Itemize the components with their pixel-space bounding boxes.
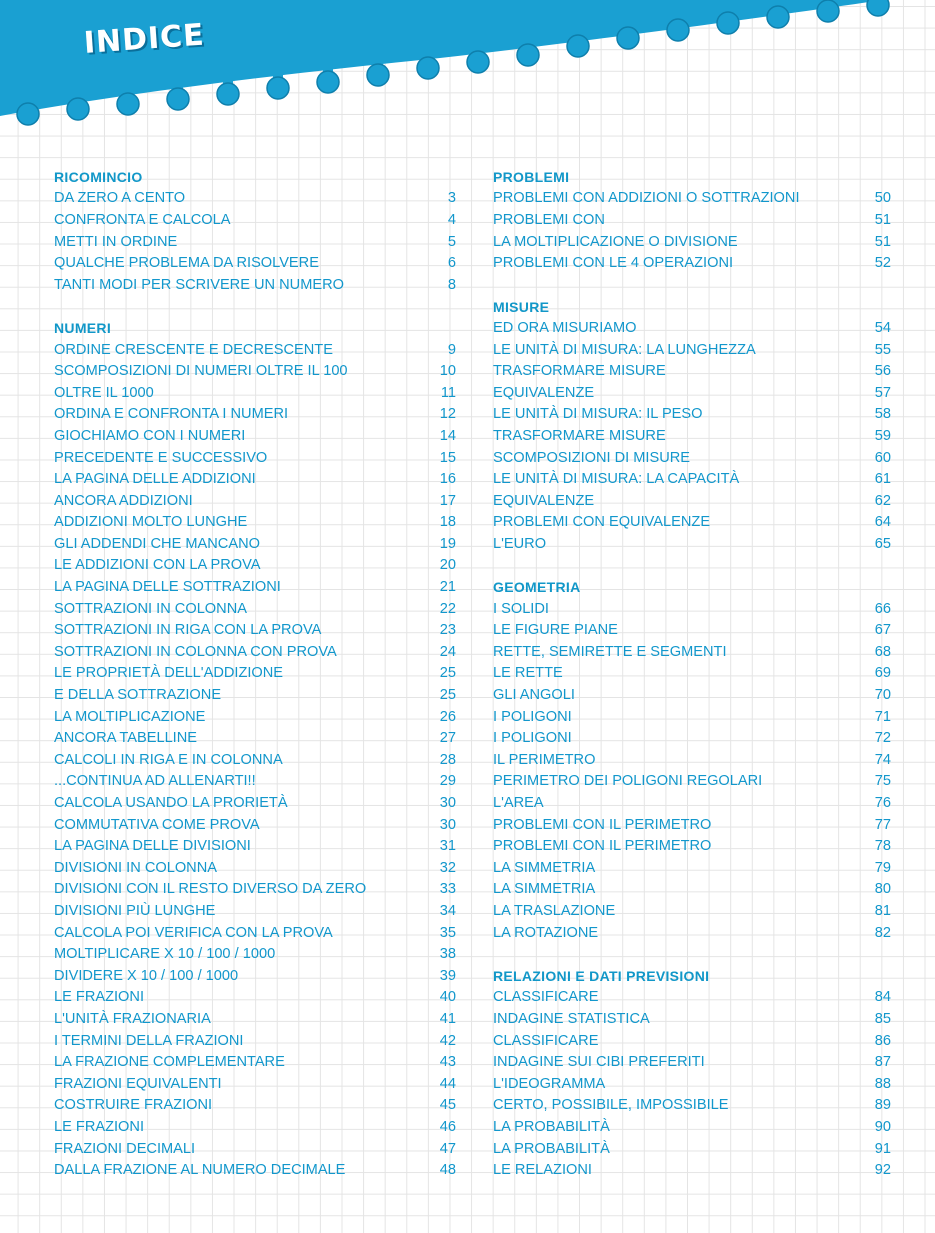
toc-entry-page: 25 [439, 687, 456, 704]
toc-entry-title: LA PAGINA DELLE SOTTRAZIONI [54, 579, 281, 596]
toc-entry-page: 15 [439, 449, 456, 466]
section-title: PROBLEMI [493, 169, 570, 185]
toc-entry-title: LE FRAZIONI [54, 989, 145, 1006]
toc-entry-page: 77 [874, 816, 891, 833]
toc-entry-title: SCOMPOSIZIONI DI NUMERI OLTRE IL 100 [54, 363, 348, 380]
toc-entry-page: 92 [874, 1162, 891, 1179]
toc-entry-page: 16 [439, 471, 456, 488]
toc-entry-title: ...CONTINUA AD ALLENARTI!! [54, 773, 256, 790]
toc-entry-page: 27 [439, 730, 456, 747]
toc-entry[interactable] [493, 749, 891, 771]
toc-entry-title: L'UNITÀ FRAZIONARIA [54, 1010, 211, 1027]
toc-entry-page: 25 [439, 665, 456, 682]
toc-entry-title: E DELLA SOTTRAZIONE [54, 687, 222, 704]
toc-entry-page: 87 [874, 1054, 891, 1071]
toc-entry-title: ADDIZIONI MOLTO LUNGHE [54, 514, 248, 531]
toc-entry-page: 35 [439, 924, 456, 941]
toc-entry-page: 19 [439, 535, 456, 552]
toc-entry-title: CALCOLA POI VERIFICA CON LA PROVA [54, 924, 333, 941]
toc-entry-page: 38 [439, 946, 456, 963]
toc-entry[interactable] [493, 188, 891, 210]
toc-entry[interactable] [54, 425, 456, 447]
toc-entry-page: 47 [439, 1140, 456, 1157]
toc-entry-title: CLASSIFICARE [493, 1032, 599, 1049]
spiral-ring [717, 12, 739, 34]
toc-entry-title: LA PAGINA DELLE DIVISIONI [54, 838, 251, 855]
toc-entry-page: 45 [439, 1097, 456, 1114]
toc-entry[interactable] [493, 468, 891, 490]
toc-entry-page: 84 [874, 989, 891, 1006]
toc-entry-title: ANCORA ADDIZIONI [54, 492, 193, 509]
toc-entry-title: LA SIMMETRIA [493, 881, 596, 898]
toc-entry-page: 6 [447, 255, 456, 272]
toc-entry[interactable] [54, 814, 456, 836]
spiral-ring [517, 44, 539, 66]
toc-entry[interactable] [54, 1008, 456, 1030]
toc-entry-title: I POLIGONI [493, 730, 572, 747]
toc-entry[interactable] [493, 771, 891, 793]
toc-entry[interactable] [54, 1138, 456, 1160]
toc-entry-page: 88 [874, 1075, 891, 1092]
toc-entry-title: PROBLEMI CON EQUIVALENZE [493, 514, 711, 531]
toc-entry-title: CONFRONTA E CALCOLA [54, 211, 231, 228]
toc-entry-title: PRECEDENTE E SUCCESSIVO [54, 449, 268, 466]
toc-section [54, 317, 456, 1181]
toc-entry-page: 68 [874, 643, 891, 660]
toc-entry-title: LA PAGINA DELLE ADDIZIONI [54, 471, 256, 488]
toc-entry-page: 72 [874, 730, 891, 747]
toc-entry-title: LE UNITÀ DI MISURA: LA CAPACITÀ [493, 471, 740, 488]
toc-entry[interactable] [493, 835, 891, 857]
toc-entry-title: LE FRAZIONI [54, 1118, 145, 1135]
toc-entry-page: 10 [439, 363, 456, 380]
toc-entry-page: 64 [874, 514, 891, 531]
spiral-ring [267, 77, 289, 99]
toc-entry[interactable] [493, 1159, 891, 1181]
toc-entry-title: IL PERIMETRO [493, 751, 596, 768]
toc-entry[interactable] [493, 684, 891, 706]
toc-entry-title: MOLTIPLICARE X 10 / 100 / 1000 [54, 946, 276, 963]
section-title: RICOMINCIO [54, 169, 143, 185]
toc-entry[interactable] [54, 512, 456, 534]
toc-entry[interactable] [54, 663, 456, 685]
toc-entry-title: OLTRE IL 1000 [54, 384, 154, 401]
toc-entry-title: DIVISIONI PIÙ LUNGHE [54, 902, 216, 919]
toc-entry[interactable] [493, 727, 891, 749]
toc-entry[interactable] [493, 598, 891, 620]
toc-entry-page: 90 [874, 1118, 891, 1135]
spiral-ring [767, 6, 789, 28]
toc-entry-page: 75 [874, 773, 891, 790]
toc-entry-title: FRAZIONI DECIMALI [54, 1140, 196, 1157]
toc-entry-page: 69 [874, 665, 891, 682]
toc-entry-page: 76 [874, 795, 891, 812]
section-title: MISURE [493, 298, 550, 315]
toc-entry[interactable] [493, 619, 891, 641]
toc-entry-title: LA MOLTIPLICAZIONE [54, 708, 206, 725]
toc-entry[interactable] [54, 339, 456, 361]
toc-entry-title: CLASSIFICARE [493, 989, 599, 1006]
toc-entry[interactable] [54, 555, 456, 577]
toc-entry-title: LE UNITÀ DI MISURA: IL PESO [493, 406, 703, 423]
toc-entry[interactable] [54, 1095, 456, 1117]
toc-entry-page: 54 [874, 319, 891, 336]
toc-entry-page: 12 [439, 406, 456, 423]
toc-entry-page: 62 [874, 492, 891, 509]
toc-entry-title: LA FRAZIONE COMPLEMENTARE [54, 1054, 285, 1071]
toc-entry[interactable] [54, 943, 456, 965]
spiral-ring [617, 27, 639, 49]
toc-entry-title: DIVIDERE X 10 / 100 / 1000 [54, 967, 239, 984]
toc-entry[interactable] [54, 1051, 456, 1073]
toc-entry-title: EQUIVALENZE [493, 384, 595, 401]
toc-entry-page: 33 [439, 881, 456, 898]
toc-entry-page: 30 [439, 816, 456, 833]
toc-entry[interactable] [54, 1030, 456, 1052]
toc-entry-title: PERIMETRO DEI POLIGONI REGOLARI [493, 773, 763, 790]
toc-entry-title: LE FIGURE PIANE [493, 622, 618, 639]
toc-entry[interactable] [54, 188, 456, 210]
toc-entry-title: SOTTRAZIONI IN RIGA CON LA PROVA [54, 622, 322, 639]
toc-entry-title: ORDINE CRESCENTE E DECRESCENTE [54, 341, 333, 358]
toc-entry-title: DIVISIONI IN COLONNA [54, 859, 217, 876]
toc-entry[interactable] [54, 490, 456, 512]
toc-entry[interactable] [493, 447, 891, 469]
toc-entry-page: 5 [447, 233, 456, 250]
toc-entry[interactable] [54, 965, 456, 987]
toc-entry-title: GIOCHIAMO CON I NUMERI [54, 427, 246, 444]
spiral-ring [117, 93, 139, 115]
toc-right-column [493, 166, 891, 1203]
toc-entry-page: 31 [439, 838, 456, 855]
toc-entry[interactable] [493, 404, 891, 426]
toc-entry-page: 65 [874, 535, 891, 552]
toc-entry[interactable] [493, 1030, 891, 1052]
toc-entry-page: 91 [874, 1140, 891, 1157]
toc-entry-title: CERTO, POSSIBILE, IMPOSSIBILE [493, 1097, 729, 1114]
toc-section [493, 965, 891, 1181]
toc-entry[interactable] [54, 382, 456, 404]
toc-entry-page: 52 [874, 255, 891, 272]
toc-entry[interactable] [493, 533, 891, 555]
toc-entry[interactable] [493, 1138, 891, 1160]
section-title: RELAZIONI E DATI PREVISIONI [493, 967, 710, 984]
toc-entry-page: 32 [439, 859, 456, 876]
toc-entry[interactable] [54, 1159, 456, 1181]
toc-entry-page: 78 [874, 838, 891, 855]
toc-entry-page: 79 [874, 859, 891, 876]
toc-entry-page: 48 [439, 1162, 456, 1179]
toc-entry-title: FRAZIONI EQUIVALENTI [54, 1075, 222, 1092]
toc-entry[interactable] [493, 792, 891, 814]
toc-entry[interactable] [493, 490, 891, 512]
toc-entry[interactable] [493, 857, 891, 879]
section-title: GEOMETRIA [493, 579, 581, 596]
toc-entry-page: 44 [439, 1075, 456, 1092]
toc-entry[interactable] [54, 231, 456, 253]
toc-entry-title: GLI ANGOLI [493, 687, 575, 704]
toc-entry-page: 81 [874, 902, 891, 919]
toc-entry[interactable] [54, 533, 456, 555]
toc-entry-page: 30 [439, 795, 456, 812]
toc-entry-page: 57 [874, 384, 891, 401]
toc-entry-page: 29 [439, 773, 456, 790]
toc-entry[interactable] [54, 576, 456, 598]
toc-entry-page: 42 [439, 1032, 456, 1049]
toc-entry-title: LE RETTE [493, 665, 563, 682]
toc-entry-page: 55 [874, 341, 891, 358]
toc-entry[interactable] [54, 274, 456, 296]
toc-entry-title: PROBLEMI CON LE 4 OPERAZIONI [493, 255, 734, 272]
toc-entry-page: 9 [447, 341, 456, 358]
toc-entry-title: DALLA FRAZIONE AL NUMERO DECIMALE [54, 1162, 346, 1179]
toc-entry-page: 66 [874, 600, 891, 617]
toc-entry-page: 4 [447, 211, 456, 228]
toc-entry-title: LE ADDIZIONI CON LA PROVA [54, 557, 261, 574]
toc-entry-page: 26 [439, 708, 456, 725]
toc-entry[interactable] [54, 749, 456, 771]
spiral-ring [867, 0, 889, 16]
toc-entry-page: 28 [439, 751, 456, 768]
toc-entry-title: COSTRUIRE FRAZIONI [54, 1097, 213, 1114]
toc-entry[interactable] [493, 641, 891, 663]
spiral-ring [567, 35, 589, 57]
toc-entry-title: RETTE, SEMIRETTE E SEGMENTI [493, 643, 727, 660]
toc-entry[interactable] [493, 814, 891, 836]
toc-entry-title: I TERMINI DELLA FRAZIONI [54, 1032, 244, 1049]
spiral-ring [67, 98, 89, 120]
toc-entry[interactable] [54, 857, 456, 879]
toc-entry-page: 40 [439, 989, 456, 1006]
toc-entry-title: INDAGINE SUI CIBI PREFERITI [493, 1054, 705, 1071]
toc-section [493, 166, 891, 274]
spiral-ring [467, 51, 489, 73]
toc-entry-title: ED ORA MISURIAMO [493, 319, 637, 336]
toc-entry-title: PROBLEMI CON ADDIZIONI O SOTTRAZIONI [493, 190, 800, 207]
toc-entry-title: LE UNITÀ DI MISURA: LA LUNGHEZZA [493, 341, 756, 358]
spiral-ring [667, 19, 689, 41]
toc-entry-page: 86 [874, 1032, 891, 1049]
toc-entry-page: 59 [874, 427, 891, 444]
toc-entry-page: 20 [439, 557, 456, 574]
toc-entry-title: PROBLEMI CON IL PERIMETRO [493, 838, 712, 855]
toc-entry[interactable] [493, 339, 891, 361]
toc-entry-title: EQUIVALENZE [493, 492, 595, 509]
toc-entry-title: LE RELAZIONI [493, 1162, 592, 1179]
toc-entry-title: SOTTRAZIONI IN COLONNA [54, 600, 247, 617]
toc-entry-page: 18 [439, 514, 456, 531]
toc-entry[interactable] [54, 879, 456, 901]
toc-entry[interactable] [493, 231, 891, 253]
toc-entry[interactable] [54, 706, 456, 728]
toc-entry-title: PROBLEMI CON IL PERIMETRO [493, 816, 712, 833]
toc-entry-title: SOTTRAZIONI IN COLONNA CON PROVA [54, 643, 337, 660]
toc-entry[interactable] [493, 1051, 891, 1073]
toc-entry-page: 8 [447, 276, 456, 293]
toc-entry-title: CALCOLI IN RIGA E IN COLONNA [54, 751, 283, 768]
toc-entry-page: 56 [874, 363, 891, 380]
toc-entry-page: 21 [439, 579, 456, 596]
toc-entry-page: 39 [439, 967, 456, 984]
toc-entry-page: 3 [447, 190, 456, 207]
toc-entry[interactable] [54, 404, 456, 426]
toc-entry[interactable] [493, 879, 891, 901]
toc-entry[interactable] [54, 1116, 456, 1138]
section-title: NUMERI [54, 320, 112, 337]
spiral-ring [417, 57, 439, 79]
toc-entry-title: TRASFORMARE MISURE [493, 427, 666, 444]
toc-entry-page: 46 [439, 1118, 456, 1135]
toc-entry-title: DIVISIONI CON IL RESTO DIVERSO DA ZERO [54, 881, 367, 898]
toc-entry-page: 43 [439, 1054, 456, 1071]
toc-entry-title: CALCOLA USANDO LA PRORIETÀ [54, 795, 288, 812]
toc-entry-page: 71 [874, 708, 891, 725]
toc-entry-page: 24 [439, 643, 456, 660]
toc-entry-page: 11 [440, 384, 456, 401]
spiral-ring [367, 64, 389, 86]
toc-entry-page: 50 [874, 190, 891, 207]
toc-entry-title: TRASFORMARE MISURE [493, 363, 666, 380]
toc-entry[interactable] [54, 447, 456, 469]
toc-entry-page: 80 [874, 881, 891, 898]
toc-entry-title: LA ROTAZIONE [493, 924, 599, 941]
toc-entry[interactable] [54, 835, 456, 857]
toc-entry-title: METTI IN ORDINE [54, 233, 178, 250]
toc-entry[interactable] [493, 922, 891, 944]
toc-entry[interactable] [493, 706, 891, 728]
toc-entry-title: PROBLEMI CON [493, 211, 605, 228]
toc-entry-title: LA MOLTIPLICAZIONE O DIVISIONE [493, 233, 738, 250]
toc-entry[interactable] [54, 792, 456, 814]
toc-entry-page: 51 [874, 211, 891, 228]
toc-entry-title: L'EURO [493, 535, 547, 552]
toc-entry[interactable] [493, 382, 891, 404]
toc-entry-page: 22 [439, 600, 456, 617]
toc-entry-page: 41 [439, 1010, 456, 1027]
toc-entry-title: DA ZERO A CENTO [54, 190, 186, 207]
spiral-ring [167, 88, 189, 110]
toc-entry[interactable] [54, 727, 456, 749]
spiral-ring [217, 83, 239, 105]
toc-entry[interactable] [493, 900, 891, 922]
toc-entry[interactable] [54, 1073, 456, 1095]
toc-entry-page: 74 [874, 751, 891, 768]
toc-entry-title: SCOMPOSIZIONI DI MISURE [493, 449, 691, 466]
toc-entry[interactable] [493, 1095, 891, 1117]
toc-left-column [54, 166, 456, 1203]
toc-entry[interactable] [493, 317, 891, 339]
toc-entry-title: ANCORA TABELLINE [54, 730, 198, 747]
toc-entry[interactable] [493, 209, 891, 231]
toc-entry-title: L'AREA [493, 795, 544, 812]
toc-entry[interactable] [54, 922, 456, 944]
spiral-ring [317, 71, 339, 93]
toc-entry-page: 51 [874, 233, 891, 250]
header-banner [0, 0, 935, 140]
page-title: INDICE [82, 17, 206, 61]
toc-entry[interactable] [493, 512, 891, 534]
toc-entry[interactable] [54, 209, 456, 231]
toc-entry-page: 17 [439, 492, 456, 509]
toc-entry-title: LA PROBABILITÀ [493, 1118, 610, 1135]
toc-section [493, 576, 891, 943]
toc-entry[interactable] [493, 1116, 891, 1138]
toc-entry-title: TANTI MODI PER SCRIVERE UN NUMERO [54, 276, 345, 293]
toc-entry-title: I POLIGONI [493, 708, 572, 725]
toc-entry[interactable] [54, 468, 456, 490]
toc-entry-title: INDAGINE STATISTICA [493, 1010, 650, 1027]
toc-entry[interactable] [54, 598, 456, 620]
toc-entry-page: 70 [874, 687, 891, 704]
toc-entry[interactable] [54, 252, 456, 274]
toc-entry-page: 34 [439, 902, 456, 919]
toc-entry[interactable] [54, 900, 456, 922]
toc-entry-page: 82 [874, 924, 891, 941]
toc-entry[interactable] [54, 771, 456, 793]
toc-entry[interactable] [493, 252, 891, 274]
toc-entry-title: LE PROPRIETÀ DELL'ADDIZIONE [54, 665, 284, 682]
toc-entry[interactable] [493, 1008, 891, 1030]
toc-entry-title: L'IDEOGRAMMA [493, 1075, 606, 1092]
toc-entry-page: 23 [439, 622, 456, 639]
toc-entry-title: ORDINA E CONFRONTA I NUMERI [54, 406, 289, 423]
spiral-ring [817, 0, 839, 22]
toc-entry-page: 58 [874, 406, 891, 423]
toc-entry-page: 89 [874, 1097, 891, 1114]
toc-entry-page: 60 [874, 449, 891, 466]
toc-entry[interactable] [54, 684, 456, 706]
toc-section [54, 166, 456, 296]
toc-entry-page: 14 [439, 427, 456, 444]
toc-entry[interactable] [493, 1073, 891, 1095]
toc-entry[interactable] [54, 360, 456, 382]
toc-entry-title: I SOLIDI [493, 600, 549, 617]
toc-entry-title: COMMUTATIVA COME PROVA [54, 816, 260, 833]
toc-entry-page: 67 [874, 622, 891, 639]
toc-section [493, 296, 891, 555]
toc-entry[interactable] [493, 425, 891, 447]
toc-entry-page: 85 [874, 1010, 891, 1027]
toc-entry[interactable] [493, 663, 891, 685]
toc-entry-title: QUALCHE PROBLEMA DA RISOLVERE [54, 255, 319, 272]
toc-entry[interactable] [493, 987, 891, 1009]
toc-entry-title: LA TRASLAZIONE [493, 902, 616, 919]
toc-entry[interactable] [54, 987, 456, 1009]
toc-entry[interactable] [54, 619, 456, 641]
toc-entry-title: GLI ADDENDI CHE MANCANO [54, 535, 260, 552]
toc-entry[interactable] [493, 360, 891, 382]
toc-entry-page: 61 [874, 471, 891, 488]
spiral-ring [17, 103, 39, 125]
toc-entry[interactable] [54, 641, 456, 663]
toc-entry-title: LA SIMMETRIA [493, 859, 596, 876]
toc-entry-title: LA PROBABILITÀ [493, 1140, 610, 1157]
